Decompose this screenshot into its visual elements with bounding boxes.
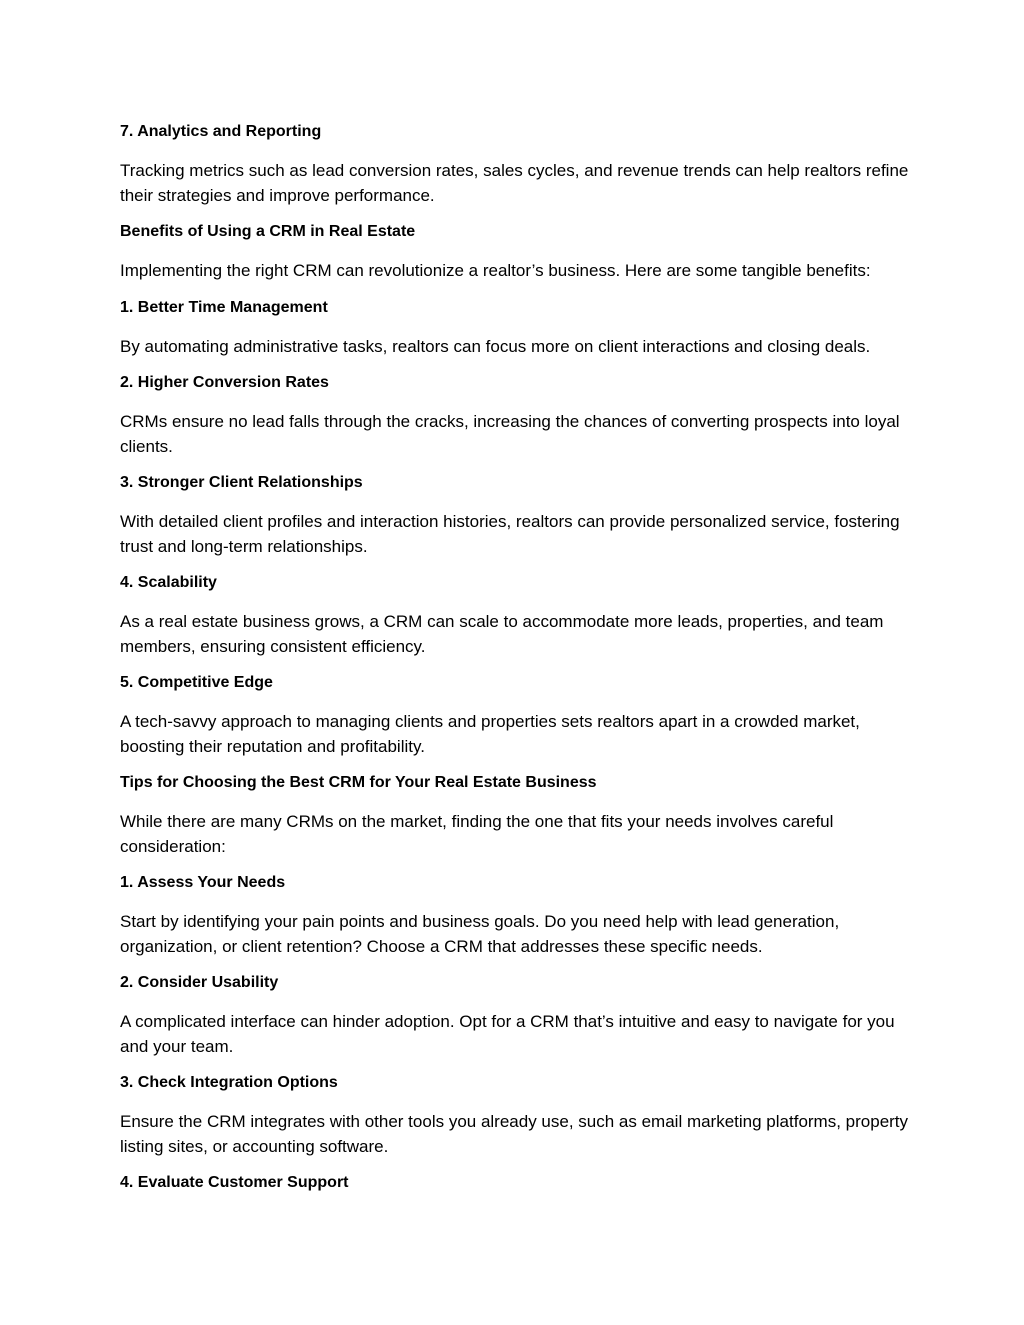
- paragraph-time-management: By automating administrative tasks, realtors can focus more on client interactions and closing deals.: [120, 336, 871, 356]
- section-heading-analytics-reporting: 7. Analytics and Reporting: [120, 123, 322, 140]
- paragraph-choosing-tips-intro: While there are many CRMs on the market, finding the one that fits your needs involves careful consideration:: [120, 812, 834, 856]
- paragraph-client-relationships: With detailed client profiles and interaction histories, realtors can provide personalized service, fostering trust and long-term relationships.: [120, 512, 900, 556]
- paragraph-integration-options: Ensure the CRM integrates with other tools you already use, such as email marketing platforms, property listing sites, or accounting software.: [120, 1112, 909, 1156]
- section-heading-time-management: 1. Better Time Management: [120, 298, 328, 316]
- paragraph-usability: A complicated interface can hinder adoption. Opt for a CRM that’s intuitive and easy to navigate for you and your team.: [120, 1012, 895, 1056]
- section-heading-competitive-edge: 5. Competitive Edge: [120, 674, 273, 691]
- section-heading-usability: 2. Consider Usability: [120, 974, 279, 991]
- document-body: [120, 121, 910, 1210]
- section-heading-client-relationships: 3. Stronger Client Relationships: [120, 474, 363, 491]
- section-heading-benefits: Benefits of Using a CRM in Real Estate: [120, 223, 416, 240]
- section-heading-choosing-tips: Tips for Choosing the Best CRM for Your Real Estate Business: [120, 774, 597, 791]
- paragraph-analytics-reporting: Tracking metrics such as lead conversion rates, sales cycles, and revenue trends can help realtors refine their strategies and improve performance.: [120, 161, 909, 205]
- paragraph-scalability: As a real estate business grows, a CRM can scale to accommodate more leads, properties, and team members, ensuring consistent efficiency.: [120, 612, 884, 656]
- paragraph-benefits-intro: Implementing the right CRM can revolutionize a realtor’s business. Here are some tangible benefits:: [120, 261, 871, 280]
- paragraph-competitive-edge: A tech-savvy approach to managing clients and properties sets realtors apart in a crowded market, boosting their reputation and profitability.: [120, 712, 860, 756]
- section-heading-integration-options: 3. Check Integration Options: [120, 1074, 338, 1091]
- section-heading-conversion-rates: 2. Higher Conversion Rates: [120, 374, 329, 391]
- section-heading-customer-support: 4. Evaluate Customer Support: [120, 1174, 349, 1191]
- section-heading-assess-needs: 1. Assess Your Needs: [120, 874, 286, 891]
- paragraph-conversion-rates: CRMs ensure no lead falls through the cracks, increasing the chances of converting prospects into loyal clients.: [120, 412, 900, 456]
- paragraph-assess-needs: Start by identifying your pain points and business goals. Do you need help with lead generation, organization, or client retention? Choose a CRM that addresses these specific needs.: [120, 912, 840, 956]
- section-heading-scalability: 4. Scalability: [120, 574, 217, 591]
